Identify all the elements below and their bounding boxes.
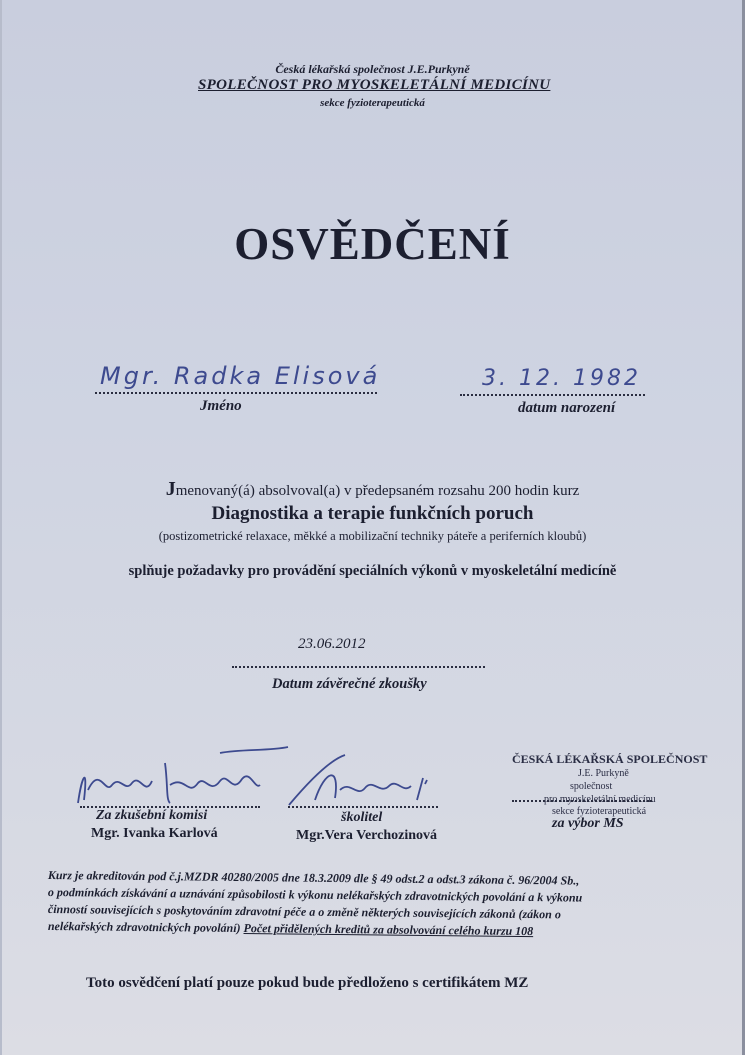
scan-edge-left [0, 0, 2, 1055]
course-intro-initial: J [165, 478, 176, 500]
stamp-line-4: pro myoskeletální medicínu [544, 794, 656, 805]
exam-date: 23.06.2012 [298, 636, 366, 652]
course-name: Diagnostika a terapie funkčních poruch [211, 503, 534, 524]
name-dotted-line [95, 392, 377, 394]
stamp-line-1: ČESKÁ LÉKAŘSKÁ SPOLEČNOST [512, 752, 708, 766]
stamp-line-2: J.E. Purkyně [578, 768, 629, 779]
certificate-title: OSVĚDČENÍ [234, 219, 511, 269]
commission-signature [70, 745, 300, 810]
accreditation-line-1: Kurz je akreditován pod č.j.MZDR 40280/2005 dne 18.3.2009 dle § 49 odst.2 a odst.3 zákona č. 96/2004 Sb., [47, 868, 580, 888]
commission-signature-stroke [78, 747, 288, 803]
accreditation-line-4-text: nelékařských zdravotnických povolání) [47, 919, 241, 936]
commission-signer-name: Mgr. Ivanka Karlová [91, 826, 218, 841]
birth-date-label: datum narození [518, 400, 616, 416]
handwritten-name: Mgr. Radka Elisová [100, 362, 381, 390]
section-name: sekce fyzioterapeutická [320, 97, 425, 109]
course-detail: (postizometrické relaxace, měkké a mobilizační techniky páteře a periferních kloubů) [158, 529, 587, 543]
trainer-signer-name: Mgr.Vera Verchozinová [296, 828, 438, 843]
validity-note: Toto osvědčení platí pouze pokud bude předloženo s certifikátem MZ [86, 975, 529, 991]
name-label: Jméno [200, 398, 242, 414]
commission-label: Za zkušební komisi [96, 808, 208, 823]
accreditation-line-3: činností souvisejících s poskytováním zdravotní péče a o změně některých souvisejících zákonů (zákon o [47, 902, 561, 922]
association-name: Česká lékařská společnost J.E.Purkyně [275, 62, 470, 76]
trainer-signature [285, 750, 455, 810]
society-name: SPOLEČNOST PRO MYOSKELETÁLNÍ MEDICÍNU [198, 77, 551, 93]
trainer-signature-stroke [289, 755, 427, 805]
course-intro-text: menovaný(á) absolvoval(a) v předepsaném rozsahu 200 hodin kurz [175, 483, 580, 499]
exam-date-label: Datum závěrečné zkoušky [272, 676, 427, 692]
exam-dotted-line [232, 666, 485, 668]
course-requirement: splňuje požadavky pro provádění speciálních výkonů v myoskeletální medicíně [128, 563, 617, 579]
handwritten-birth-date: 3. 12. 1982 [482, 366, 641, 391]
credits-statement: Počet přidělených kreditů za absolvování celého kurzu 108 [243, 921, 534, 939]
course-intro [0, 478, 745, 501]
stamp-line-5: sekce fyzioterapeutická [552, 806, 647, 817]
stamp-line-3: společnost [570, 781, 613, 792]
trainer-dotted-line [288, 806, 438, 808]
accreditation-line-2: o podmínkách získávání a uznávání způsobilosti k výkonu nelékařských zdravotnických povolání a k výkonu [47, 885, 583, 905]
board-label: za výbor MS [552, 816, 624, 831]
trainer-label: školitel [341, 810, 383, 825]
accreditation-line-4 [48, 919, 533, 939]
birth-dotted-line [460, 394, 645, 396]
board-dotted-line [512, 800, 652, 802]
